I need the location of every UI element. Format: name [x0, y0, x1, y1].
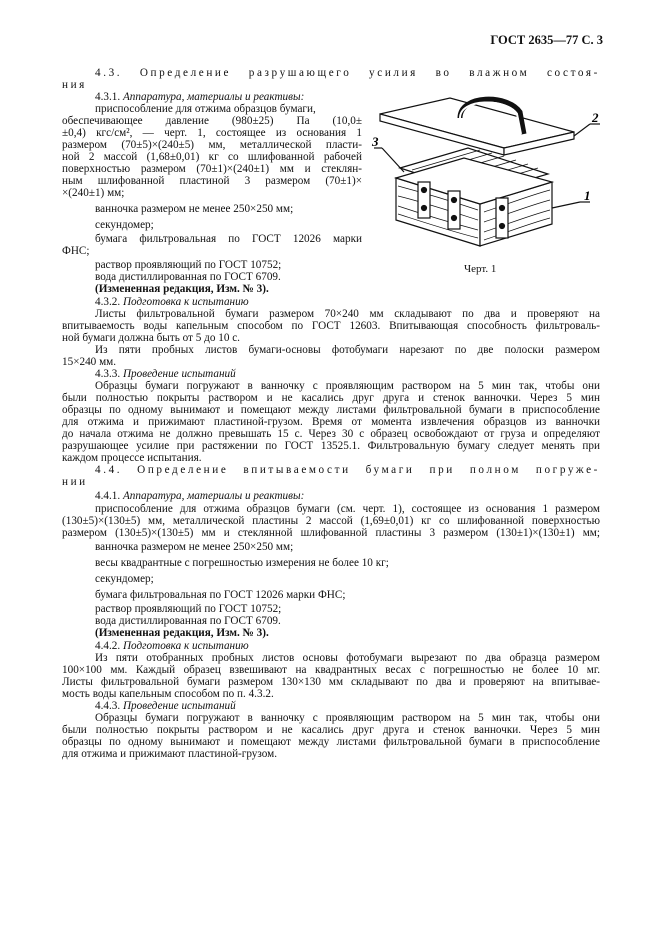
subsection-heading-4-4-2: 4.4.2. Подготовка к испытанию: [95, 640, 249, 652]
text-line: впитываемость воды капельным способом по ГОСТ 12603. Впитывающая способность фильтроваль-: [62, 320, 600, 332]
subsection-heading-4-3-3: 4.3.3. Проведение испытаний: [95, 368, 236, 380]
text-line: были полностью покрыты раствором и не касались друг друга и стенок ванночки. Через 5 мин: [62, 392, 600, 404]
text-line: 100×100 мм. Каждый образец взвешивают на квадрантных весах с погрешностью не более 10 мг.: [62, 664, 600, 676]
text-line: секундомер;: [95, 219, 154, 231]
text-line: раствор проявляющий по ГОСТ 10752;: [95, 259, 282, 271]
text-line: бумага фильтровальная по ГОСТ 12026 марки: [95, 233, 362, 245]
text-line: приспособление для отжима образцов бумаги,: [95, 103, 316, 115]
label-3: 3: [372, 134, 379, 149]
text-line: Из пяти отобранных пробных листов основы фотобумаги вырезают по два образца размером: [95, 652, 600, 664]
text-line: поверхностью размером (70±1)×(240±1) мм и стеклян-: [62, 163, 362, 175]
text-line: до начала отжима не должно превышать 15 с. Через 30 с образец освобождают от груза и определяют: [62, 428, 600, 440]
figure-caption: Черт. 1: [464, 263, 497, 275]
text-line: обеспечивающее давление (980±25) Па (10,0±: [62, 115, 362, 127]
text-line: Образцы бумаги погружают в ванночку с проявляющим раствором на 5 мин так, чтобы они: [95, 380, 600, 392]
text-line: каждом процессе испытания.: [62, 452, 202, 464]
text-line: ФНС;: [62, 245, 90, 257]
text-line: ным шлифованной пластиной 3 размером (70±1)×: [62, 175, 362, 187]
text-line: размером (70±5)×(240±5) мм, металлической пласти-: [62, 139, 362, 151]
label-1: 1: [584, 188, 591, 203]
text-line: образцы по одному вынимают и помещают между листами фильтровальной бумаги в приспособление: [62, 736, 600, 748]
page-header: ГОСТ 2635—77 С. 3: [490, 33, 603, 47]
section-heading-4-4: 4.4. Определение впитываемости бумаги при полном погруже-: [95, 464, 600, 476]
device-drawing: [368, 86, 608, 258]
section-heading-4-3: 4.3. Определение разрушающего усилия во влажном состоя-: [95, 67, 600, 79]
text-line: вода дистиллированная по ГОСТ 6709.: [95, 271, 281, 283]
text-line: разрушающее усилие при растяжении по ГОСТ 13525.1. Фильтровальную бумагу следует менять при: [62, 440, 600, 452]
text-line: ной 2 массой (1,68±0,01) кг со шлифованной рабочей: [62, 151, 362, 163]
text-line: размером (130±5)×(130±5) мм и стеклянной шлифованной пластины 3 размером (130±1)×(130±1) мм;: [62, 527, 600, 539]
text-line: Листы фильтровальной бумаги размером 130×130 мм складывают по два и проверяют на впитывае-: [62, 676, 600, 688]
text-line: мость воды капельным способом по п. 4.3.2.: [62, 688, 274, 700]
subsection-heading-4-3-2: 4.3.2. Подготовка к испытанию: [95, 296, 249, 308]
text-line: 15×240 мм.: [62, 356, 117, 368]
text-line: для отжима и прижимают пластиной-грузом.: [62, 748, 278, 760]
text-line: ×(240±1) мм;: [62, 187, 125, 199]
text-line: были полностью покрыты раствором и не касались друг друга и стенок ванночки. Через 5 мин: [62, 724, 600, 736]
subsection-heading-4-3-1: 4.3.1. Аппаратура, материалы и реактивы:: [95, 91, 305, 103]
text-line: бумага фильтровальная по ГОСТ 12026 марки ФНС;: [95, 589, 346, 601]
text-line: Листы фильтровальной бумаги размером 70×240 мм складывают по два и проверяют на: [95, 308, 600, 320]
label-2: 2: [592, 110, 599, 125]
text-line: (130±5)×(130±5) мм, металлической пластины 2 массой (1,69±0,01) кг со шлифованной поверхностью: [62, 515, 600, 527]
text-line: образцы по одному вынимают и помещают между листами фильтровальной бумаги в приспособление: [62, 404, 600, 416]
subsection-heading-4-4-1: 4.4.1. Аппаратура, материалы и реактивы:: [95, 490, 305, 502]
text-line: ной бумаги должна быть от 5 до 10 с.: [62, 332, 240, 344]
section-heading-4-3-cont: ния: [62, 79, 87, 91]
text-line: раствор проявляющий по ГОСТ 10752;: [95, 603, 282, 615]
text-line: ванночка размером не менее 250×250 мм;: [95, 541, 294, 553]
amendment-note: (Измененная редакция, Изм. № 3).: [95, 283, 269, 295]
text-line: для отжима и прижимают пластиной-грузом. Время от момента извлечения образцов из ванночки: [62, 416, 600, 428]
text-line: весы квадрантные с погрешностью измерения не более 10 кг;: [95, 557, 389, 569]
subsection-heading-4-4-3: 4.4.3. Проведение испытаний: [95, 700, 236, 712]
text-line: ванночка размером не менее 250×250 мм;: [95, 203, 294, 215]
amendment-note: (Измененная редакция, Изм. № 3).: [95, 627, 269, 639]
section-heading-4-4-cont: нии: [62, 476, 88, 488]
text-line: вода дистиллированная по ГОСТ 6709.: [95, 615, 281, 627]
text-line: приспособление для отжима образцов бумаги (см. черт. 1), состоящее из основания 1 размером: [95, 503, 600, 515]
text-line: Образцы бумаги погружают в ванночку с проявляющим раствором на 5 мин так, чтобы они: [95, 712, 600, 724]
text-line: секундомер;: [95, 573, 154, 585]
text-line: Из пяти пробных листов бумаги-основы фотобумаги нарезают по две полоски размером: [95, 344, 600, 356]
text-line: ±0,4) кгс/см², — черт. 1, состоящее из основания 1: [62, 127, 362, 139]
